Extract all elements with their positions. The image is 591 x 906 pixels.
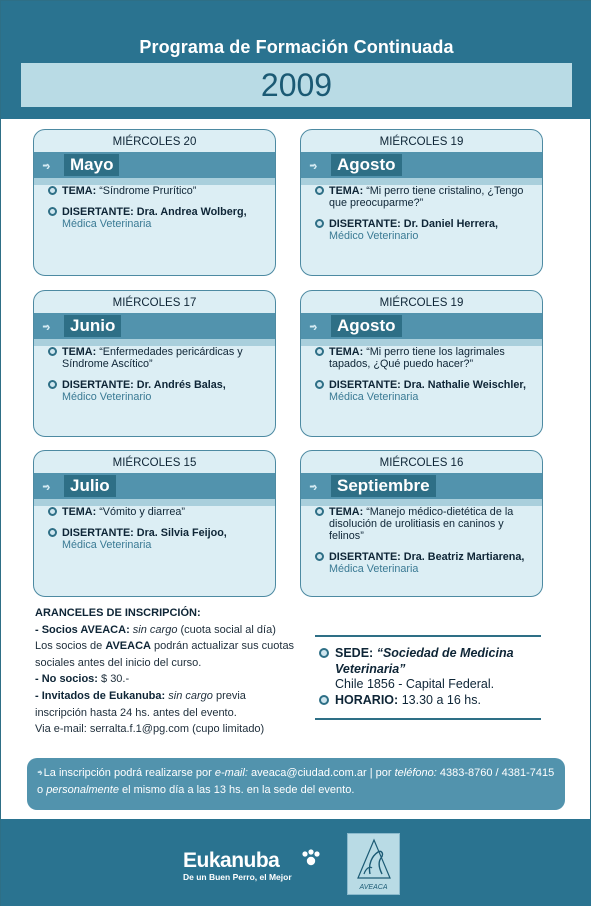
arrow-icon: ···› bbox=[42, 158, 48, 173]
month-bar bbox=[301, 473, 542, 499]
speaker-name: Dra. Silvia Feijoo, bbox=[136, 527, 227, 539]
fee-socios: - Socios AVEACA: sin cargo (cuota social al día) bbox=[35, 623, 276, 636]
bullet-icon bbox=[315, 219, 324, 228]
program-title: Programa de Formación Continuada bbox=[139, 37, 454, 57]
bullet-icon bbox=[48, 380, 57, 389]
speaker-role: Médico Veterinario bbox=[329, 230, 419, 242]
venue-row: SEDE: “Sociedad de Medicina Veterinaria” bbox=[319, 646, 537, 677]
session-day: MIÉRCOLES 19 bbox=[379, 297, 464, 309]
month-bar bbox=[34, 473, 275, 499]
schedule-row: HORARIO: 13.30 a 16 hs. bbox=[319, 693, 537, 709]
bullet-icon bbox=[319, 648, 329, 658]
bullet-icon bbox=[315, 507, 324, 516]
speaker-name: Dra. Nathalie Weischler, bbox=[403, 379, 526, 391]
session-day: MIÉRCOLES 15 bbox=[112, 457, 197, 469]
bullet-icon bbox=[48, 528, 57, 537]
tema-row: TEMA: “Enfermedades pericárdicas y Síndrome Ascítico” bbox=[48, 346, 265, 370]
session-day: MIÉRCOLES 17 bbox=[112, 297, 197, 309]
eukanuba-logo: Eukanuba bbox=[183, 849, 280, 872]
tema-row: TEMA: “Mi perro tiene los lagrimales tapados, ¿Qué puedo hacer?” bbox=[315, 346, 532, 370]
paw-icon bbox=[301, 849, 321, 867]
arrow-icon: ···› bbox=[42, 479, 48, 494]
session-month: Septiembre bbox=[331, 475, 436, 497]
tema-text: “Vómito y diarrea” bbox=[99, 506, 185, 518]
bullet-icon bbox=[48, 207, 57, 216]
fee-invitados: - Invitados de Eukanuba: sin cargo previa inscripción hasta 24 hs. antes del evento. bbox=[35, 689, 246, 719]
session-card-4 bbox=[300, 290, 543, 437]
session-day: MIÉRCOLES 19 bbox=[379, 136, 464, 148]
venue-address: Chile 1856 - Capital Federal. bbox=[335, 677, 495, 691]
session-month: Junio bbox=[64, 315, 121, 337]
bullet-icon bbox=[48, 186, 57, 195]
footer-banner bbox=[1, 819, 591, 906]
month-bar bbox=[34, 313, 275, 339]
inscription-phone: 4383-8760 / 4381-7415 o bbox=[37, 767, 555, 796]
bullet-icon bbox=[315, 380, 324, 389]
session-month: Agosto bbox=[331, 315, 402, 337]
session-day: MIÉRCOLES 16 bbox=[379, 457, 464, 469]
session-card-5 bbox=[33, 450, 276, 597]
tema-text: “Mi perro tiene cristalino, ¿Tengo que preocuparme?” bbox=[329, 185, 524, 209]
aveaca-logo bbox=[347, 833, 400, 895]
speaker-row: DISERTANTE: Dra. Nathalie Weischler, Médica Veterinaria bbox=[315, 379, 532, 403]
month-strip bbox=[34, 339, 275, 346]
bullet-icon bbox=[319, 695, 329, 705]
fee-socios-note: Los socios de AVEACA podrán actualizar sus cuotas sociales antes del inicio del curso. bbox=[35, 640, 295, 669]
schedule-time: 13.30 a 16 hs. bbox=[401, 692, 481, 707]
aveaca-emblem-icon bbox=[348, 834, 401, 884]
month-bar bbox=[34, 152, 275, 178]
inscription-banner: ···› La inscripción podrá realizarse por e-mail: aveaca@ciudad.com.ar | por teléfono: 4383-8760 / 4381-7415 o personalmente el mismo día a las 13 hs. en la sede del evento. bbox=[27, 758, 565, 810]
arrow-icon: ···› bbox=[37, 767, 40, 779]
tema-text: “Mi perro tiene los lagrimales tapados, ¿Qué puedo hacer?” bbox=[329, 346, 505, 370]
speaker-role: Médica Veterinaria bbox=[329, 391, 419, 403]
venue-name: “Sociedad de Medicina Veterinaria” bbox=[335, 646, 514, 676]
arrow-icon: ···› bbox=[309, 158, 315, 173]
speaker-row: DISERTANTE: Dr. Daniel Herrera, Médico Veterinario bbox=[315, 218, 532, 242]
tema-text: “Enfermedades pericárdicas y Síndrome Ascítico” bbox=[62, 346, 243, 370]
arrow-icon: ···› bbox=[309, 319, 315, 334]
fees-section bbox=[35, 605, 295, 738]
speaker-row: DISERTANTE: Dr. Andrés Balas, Médico Veterinario bbox=[48, 379, 265, 403]
speaker-row: DISERTANTE: Dra. Beatriz Martiarena, Médica Veterinaria bbox=[315, 551, 532, 575]
speaker-name: Dra. Andrea Wolberg, bbox=[136, 206, 247, 218]
speaker-role: Médico Veterinario bbox=[62, 391, 152, 403]
session-month: Agosto bbox=[331, 154, 402, 176]
speaker-role: Médica Veterinaria bbox=[62, 218, 152, 230]
session-month: Julio bbox=[64, 475, 116, 497]
inscription-email[interactable]: aveaca@ciudad.com.ar | por bbox=[250, 767, 392, 779]
fees-heading: ARANCELES DE INSCRIPCIÓN: bbox=[35, 607, 201, 619]
speaker-row: DISERTANTE: Dra. Andrea Wolberg, Médica Veterinaria bbox=[48, 206, 265, 230]
session-card-3 bbox=[33, 290, 276, 437]
bullet-icon bbox=[48, 507, 57, 516]
tema-row: TEMA: “Vómito y diarrea” bbox=[48, 506, 265, 518]
bullet-icon bbox=[315, 186, 324, 195]
speaker-role: Médica Veterinaria bbox=[62, 539, 152, 551]
tema-text: “Síndrome Prurítico” bbox=[99, 185, 197, 197]
month-strip bbox=[301, 178, 542, 185]
month-strip bbox=[301, 339, 542, 346]
month-bar bbox=[301, 152, 542, 178]
month-strip bbox=[301, 499, 542, 506]
tema-row: TEMA: “Mi perro tiene cristalino, ¿Tengo que preocuparme?” bbox=[315, 185, 532, 209]
arrow-icon: ···› bbox=[309, 479, 315, 494]
tema-row: TEMA: “Manejo médico-dietética de la disolución de urolitiasis en caninos y felinos” bbox=[315, 506, 532, 542]
session-month: Mayo bbox=[64, 154, 119, 176]
speaker-role: Médica Veterinaria bbox=[329, 563, 419, 575]
program-year: 2009 bbox=[260, 67, 333, 103]
month-strip bbox=[34, 499, 275, 506]
bullet-icon bbox=[315, 347, 324, 356]
eukanuba-tagline: De un Buen Perro, el Mejor bbox=[183, 872, 292, 882]
session-day: MIÉRCOLES 20 bbox=[112, 136, 197, 148]
month-strip bbox=[34, 178, 275, 185]
aveaca-logo-text: AVEACA bbox=[359, 884, 388, 891]
speaker-name: Dra. Beatriz Martiarena, bbox=[403, 551, 525, 563]
fee-no-socios: - No socios: $ 30.- bbox=[35, 673, 130, 686]
tema-text: “Manejo médico-dietética de la disolución de urolitiasis en caninos y felinos” bbox=[329, 506, 514, 542]
session-card-6 bbox=[300, 450, 543, 597]
fee-email: Via e-mail: serralta.f.1@pg.com (cupo limitado) bbox=[35, 723, 265, 736]
bullet-icon bbox=[315, 552, 324, 561]
session-card-2 bbox=[300, 129, 543, 276]
speaker-name: Dr. Andrés Balas, bbox=[136, 379, 226, 391]
session-card-1 bbox=[33, 129, 276, 276]
arrow-icon: ···› bbox=[42, 319, 48, 334]
venue-box bbox=[315, 635, 541, 720]
speaker-name: Dr. Daniel Herrera, bbox=[403, 218, 499, 230]
bullet-icon bbox=[48, 347, 57, 356]
speaker-row: DISERTANTE: Dra. Silvia Feijoo, Médica Veterinaria bbox=[48, 527, 265, 551]
tema-row: TEMA: “Síndrome Prurítico” bbox=[48, 185, 265, 197]
month-bar bbox=[301, 313, 542, 339]
